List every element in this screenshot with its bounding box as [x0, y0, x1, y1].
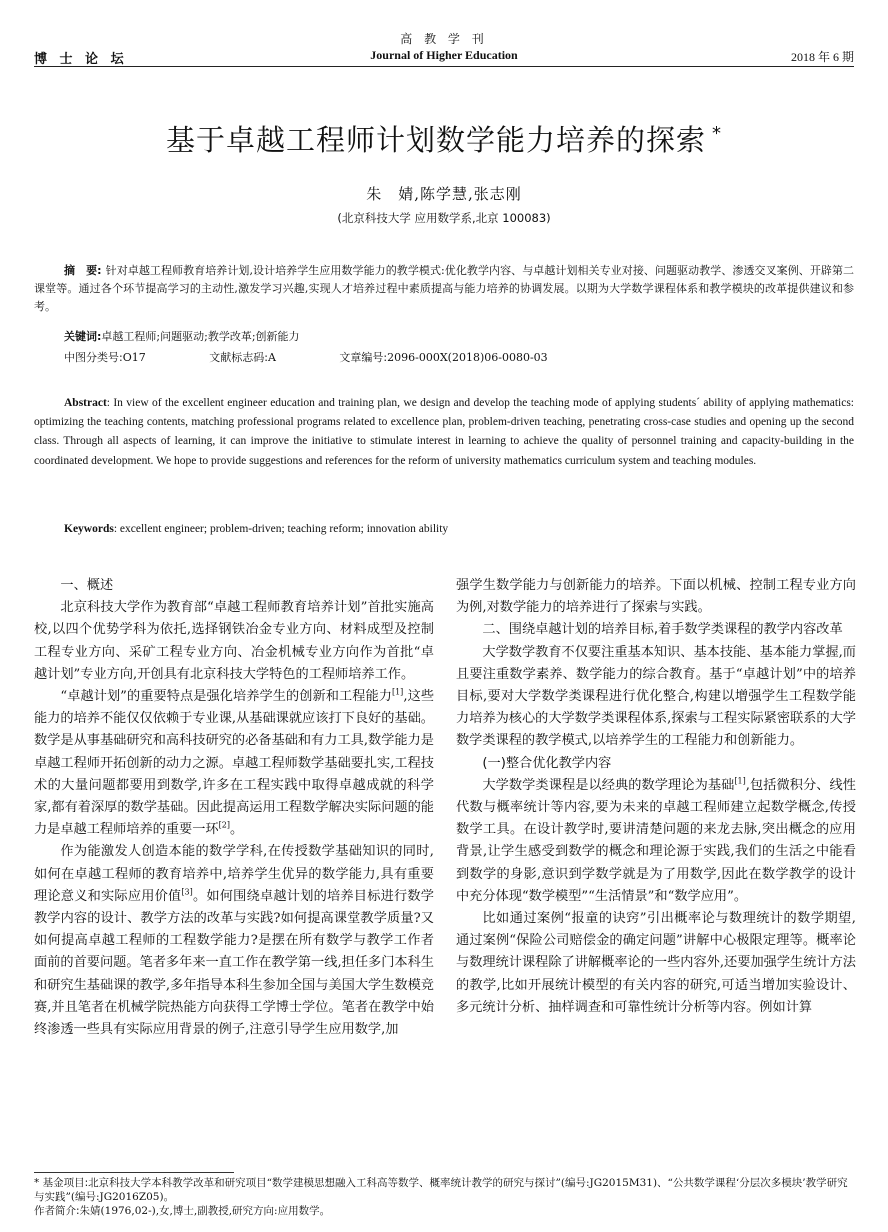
affiliation: (北京科技大学 应用数学系,北京 100083)	[337, 211, 551, 225]
body-paragraph: 比如通过案例“报童的诀窍”引出概率论与数理统计的数学期望,通过案例“保险公司赔偿金的确定问题”讲解中心极限定理等。概率论与数理统计课程除了讲解概率论的一些内容外,还要加强学生统计方法的教学,比如开展统计模型的有关内容的研究,可适当增加实验设计、多元统计分析、抽样调查和可靠性统计分析等内容。例如计算	[456, 911, 856, 1015]
abstract-cn	[34, 262, 854, 316]
citation-ref: [1]	[391, 687, 404, 697]
body-text: 作为能激发人创造本能的数学学科,在传授数学基础知识的同时,如何在卓越工程师的教育培养中,培养学生优异的数学能力,具有重要理论意义和实际应用价值	[34, 844, 434, 904]
body-paragraph: 北京科技大学作为教育部“卓越工程师教育培养计划”首批实施高校,以四个优势学科为依托,选择钢铁冶金专业方向、材料成型及控制工程专业方向、采矿工程专业方向、冶金机械专业方向作为首批“卓越计划”专业方向,开创具有北京科技大学特色的工程师培养工作。	[34, 600, 434, 682]
footnote	[34, 1176, 854, 1218]
clc-number	[64, 351, 146, 364]
abstract-en	[34, 394, 854, 471]
section-heading-2: 二、围绕卓越计划的培养目标,着手数学类课程的教学内容改革	[482, 622, 843, 638]
body-paragraph	[456, 775, 856, 908]
fund-label: * 基金项目:	[34, 1177, 89, 1189]
issue-label: 2018 年 6 期	[790, 50, 854, 64]
title-footnote-mark: *	[712, 123, 722, 145]
body-column-right	[456, 575, 856, 1019]
body-paragraph	[34, 841, 434, 1041]
author-note	[34, 1204, 854, 1218]
citation-ref: [1]	[734, 776, 746, 786]
journal-name-cn: 高 教 学 刊	[400, 32, 488, 46]
classification-row	[64, 349, 764, 365]
body-paragraph: 大学数学教育不仅要注重基本知识、基本技能、基本能力掌握,而且要注重数学素养、数学能力的综合教育。基于“卓越计划”中的培养目标,要对大学数学类课程进行优化整合,构建以增强学生工程数学能力培养为核心的大学数学类课程体系,探索与工程实际紧密联系的大学数学类课程的教学模式,以培养学生的工程能力和创新能力。	[456, 644, 856, 749]
header-rule	[34, 66, 854, 67]
keywords-cn-label: 关键词:	[64, 330, 102, 343]
keywords-en	[64, 523, 448, 535]
author-bio-label: 作者简介:	[34, 1205, 80, 1217]
body-text: 。	[229, 822, 244, 838]
paper-title-text: 基于卓越工程师计划数学能力培养的探索	[165, 123, 706, 157]
article-number-label: 文章编号:	[339, 351, 388, 364]
doc-code-label: 文献标志码:	[209, 351, 268, 364]
fund-note	[34, 1176, 854, 1204]
abstract-en-label: Abstract	[64, 397, 107, 409]
section-label: 博 士 论 坛	[34, 52, 128, 67]
clc-label: 中图分类号:	[64, 351, 123, 364]
section-heading-1: 一、概述	[60, 578, 114, 593]
body-text: ,这些能力的培养不能仅仅依赖于专业课,从基础课就应该打下良好的基础。数学是从事基础研究和高科技研究的必备基础和有力工具,数学能力是卓越工程师开拓创新的动力之源。卓越工程师数学基础要扎实,工程技术的大量问题都要用到数学,许多在工程实践中取得卓越成就的科学家,都有着深厚的数学基础。因此提高运用工程数学解决实际问题的能力是卓越工程师培养的重要一环	[34, 689, 435, 838]
clc-value: O17	[122, 351, 146, 364]
abstract-en-text: : In view of the excellent engineer education and training plan, we design and develop the teaching mode of applying students´ ability of applying mathematics: optimizing the teaching contents, matching professional programs related to excellence plan, problem-driven teaching, penetrating cross-case studies and opening up the second class. Through all aspects of learning, it can improve the initiative to stimulate interest in learning to achieve the quality of personnel training and capacity-building in the coordinated development. We hope to provide suggestions and references for the reform of university mathematics curriculum system and teaching modules.	[34, 397, 854, 467]
footnote-rule	[34, 1172, 234, 1173]
keywords-en-text: : excellent engineer; problem-driven; teaching reform; innovation ability	[113, 523, 449, 535]
body-paragraph	[34, 686, 434, 841]
abstract-cn-text: 针对卓越工程师教育培养计划,设计培养学生应用数学能力的教学模式:优化教学内容、与卓越计划相关专业对接、问题驱动教学、渗透交叉案例、开辟第二课堂等。通过各个环节提高学习的主动性,激发学习兴趣,实现人才培养过程中素质提高与能力培养的协调发展。以期为大学数学课程体系和教学模块的改革提供建议和参考。	[34, 264, 854, 313]
body-text: 大学数学类课程是以经典的数学理论为基础	[482, 777, 735, 793]
citation-ref: [3]	[181, 887, 193, 897]
fund-text: 北京科技大学本科教学改革和研究项目“数学建模思想融入工科高等数学、概率统计教学的研究与探讨”(编号:JG2015M31)、“公共数学课程‘分层次多模块’教学研究与实践”(编号:JG2016Z05)。	[34, 1177, 848, 1203]
document-code	[209, 351, 276, 364]
body-paragraph: 强学生数学能力与创新能力的培养。下面以机械、控制工程专业方向为例,对数学能力的培养进行了探索与实践。	[456, 578, 856, 616]
subsection-heading: (一)整合优化教学内容	[482, 755, 612, 771]
body-column-left	[34, 575, 434, 1041]
body-text: “卓越计划”的重要特点是强化培养学生的创新和工程能力	[60, 689, 392, 705]
author-list: 朱 婧,陈学慧,张志刚	[366, 185, 522, 203]
keywords-cn-text: 卓越工程师;问题驱动;教学改革;创新能力	[101, 330, 300, 343]
article-number-value: 2096-000X(2018)06-0080-03	[387, 351, 548, 364]
article-number	[339, 351, 547, 364]
journal-name-en: Journal of Higher Education	[370, 48, 518, 62]
keywords-cn	[64, 328, 300, 344]
keywords-en-label: Keywords	[64, 523, 114, 535]
abstract-cn-label: 摘 要:	[64, 264, 102, 277]
author-bio-text: 朱婧(1976,02-),女,博士,副教授,研究方向:应用数学。	[79, 1205, 331, 1217]
citation-ref: [2]	[218, 820, 230, 830]
body-text: ,包括微积分、线性代数与概率统计等内容,要为未来的卓越工程师建立起数学概念,传授数学工具。在设计教学时,要讲清楚问题的来龙去脉,突出概念的应用背景,让学生感受到数学的概念和理论源于实践,我们的生活之中能看到数学的身影,意识到学数学就是为了用数学,因此在数学教学的设计中充分体现“数学模型”“生活情景”和“数学应用”。	[456, 777, 856, 904]
body-text: 。如何围绕卓越计划的培养目标进行数学教学内容的设计、教学方法的改革与实践?如何提高课堂教学质量?又如何提高卓越工程师的工程数学能力?是摆在所有数学与教学工作者面前的首要问题。笔者多年来一直工作在教学第一线,担任多门本科生和研究生基础课的教学,多年指导本科生参加全国与美国大学生数模竞赛,并且笔者在机械学院热能方向获得工学博士学位。笔者在教学中始终渗透一些具有实际应用背景的例子,注意引导学生应用数学,加	[34, 888, 434, 1038]
paper-title	[0, 118, 888, 159]
doc-code-value: A	[267, 351, 276, 364]
